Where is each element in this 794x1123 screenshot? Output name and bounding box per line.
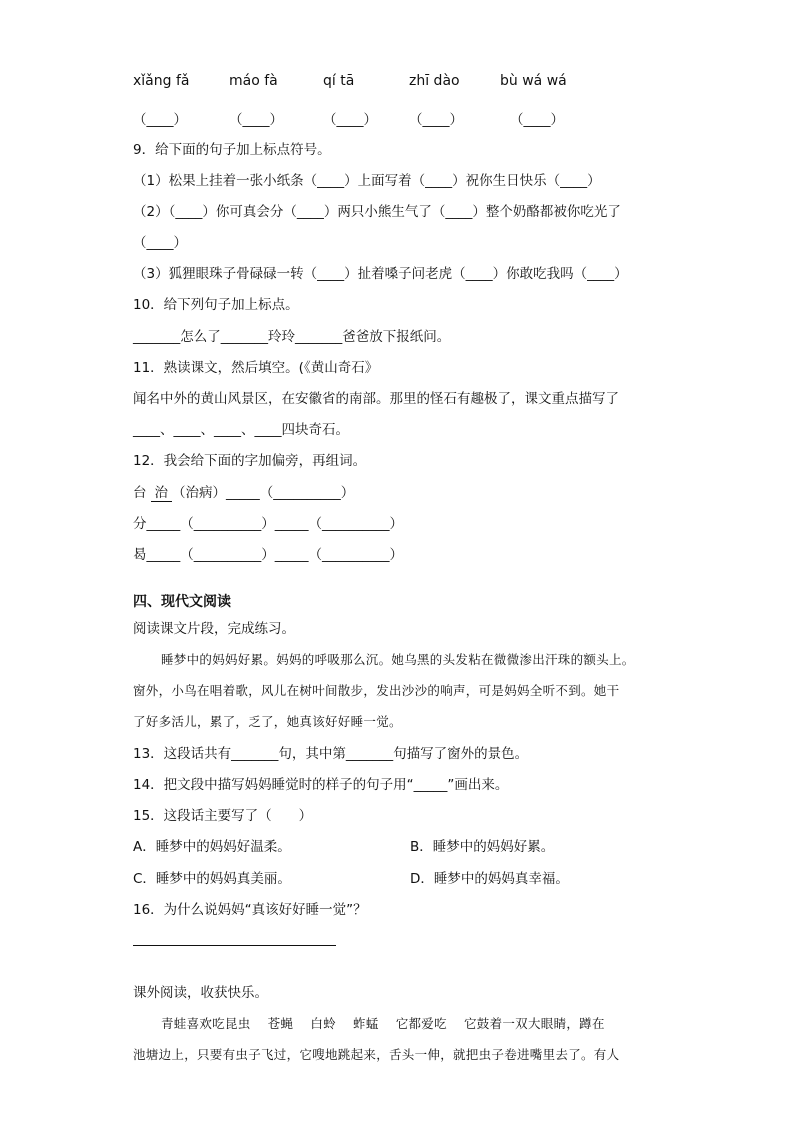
- pinyin-blank-4: （____）: [409, 112, 463, 128]
- extra-para-line-2: 池塘边上，只要有虫子飞过，它嗖地跳起来，舌头一伸，就把虫子卷进嘴里去了。有人: [133, 1047, 620, 1062]
- q12-row-2: 分_____（__________）_____（__________）: [133, 516, 403, 532]
- q11-line-2: ____、____、____、____四块奇石。: [133, 422, 349, 438]
- pinyin-4: zhī dào: [409, 73, 460, 89]
- q15-option-d: D．睡梦中的妈妈真幸福。: [410, 871, 569, 887]
- pinyin-blank-3: （____）: [323, 112, 377, 128]
- extra-intro: 课外阅读，收获快乐。: [133, 985, 268, 1001]
- q9-line-2b: （____）: [133, 235, 187, 251]
- reading-intro: 阅读课文片段，完成练习。: [133, 621, 295, 637]
- pinyin-1: xǐǎng fǎ: [133, 73, 190, 89]
- q13: 13．这段话共有_______句，其中第_______句描写了窗外的景色。: [133, 746, 529, 762]
- q12-row-1-rest: （治病）_____（__________）: [172, 485, 355, 501]
- pinyin-5: bù wá wá: [500, 73, 567, 89]
- q11-line-1: 闻名中外的黄山风景区，在安徽省的南部。那里的怪石有趣极了，课文重点描写了: [133, 391, 619, 407]
- section-heading: 四、现代文阅读: [133, 594, 231, 610]
- q9-line-1: （1）松果上挂着一张小纸条（____）上面写着（____）祝你生日快乐（____）: [133, 173, 601, 189]
- q15-title: 15．这段话主要写了（ ）: [133, 808, 313, 824]
- q15-option-b: B．睡梦中的妈妈好累。: [410, 839, 555, 855]
- extra-para-line-1: 青蛙喜欢吃昆虫 苍蝇 白蛉 蚱蜢 它都爱吃 它鼓着一双大眼睛，蹲在: [161, 1016, 605, 1031]
- reading-para-line-3: 了好多活儿，累了，乏了，她真该好好睡一觉。: [133, 714, 402, 729]
- q10-line: _______怎么了_______玲玲_______爸爸放下报纸问。: [133, 329, 451, 345]
- q15-option-c: C．睡梦中的妈妈真美丽。: [133, 871, 291, 887]
- pinyin-blank-2: （____）: [229, 112, 283, 128]
- q16: 16．为什么说妈妈“真该好好睡一觉”？: [133, 902, 367, 918]
- q12-char-1: 台: [133, 485, 147, 501]
- pinyin-blank-1: （____）: [133, 112, 187, 128]
- reading-para-line-1: 睡梦中的妈妈好累。妈妈的呼吸那么沉。她乌黑的头发粘在微微渗出汗珠的额头上。: [161, 652, 635, 667]
- q15-option-a: A．睡梦中的妈妈好温柔。: [133, 839, 291, 855]
- q10-title: 10．给下列句子加上标点。: [133, 297, 299, 313]
- q9-title: 9．给下面的句子加上标点符号。: [133, 142, 331, 158]
- pinyin-blank-5: （____）: [510, 112, 564, 128]
- pinyin-3: qí tā: [323, 73, 355, 89]
- pinyin-2: máo fà: [229, 73, 278, 89]
- q14: 14．把文段中描写妈妈睡觉时的样子的句子用“_____”画出来。: [133, 777, 509, 793]
- q16-answer-line: [133, 945, 336, 946]
- q12-filled-char: 治: [151, 485, 173, 502]
- q12-row-1: [133, 484, 354, 502]
- q11-title: 11．熟读课文，然后填空。(《黄山奇石》: [133, 360, 379, 376]
- q9-line-2: （2）（____）你可真会分（____）两只小熊生气了（____）整个奶酪都被你吃光了: [133, 204, 621, 220]
- q12-title: 12．我会给下面的字加偏旁，再组词。: [133, 453, 367, 469]
- reading-para-line-2: 窗外，小鸟在唱着歌，风儿在树叶间散步，发出沙沙的响声，可是妈妈全听不到。她干: [133, 683, 620, 698]
- q9-line-3: （3）狐狸眼珠子骨碌碌一转（____）扯着嗓子问老虎（____）你敢吃我吗（____）: [133, 266, 628, 282]
- q12-row-3: 曷_____（__________）_____（__________）: [133, 547, 403, 563]
